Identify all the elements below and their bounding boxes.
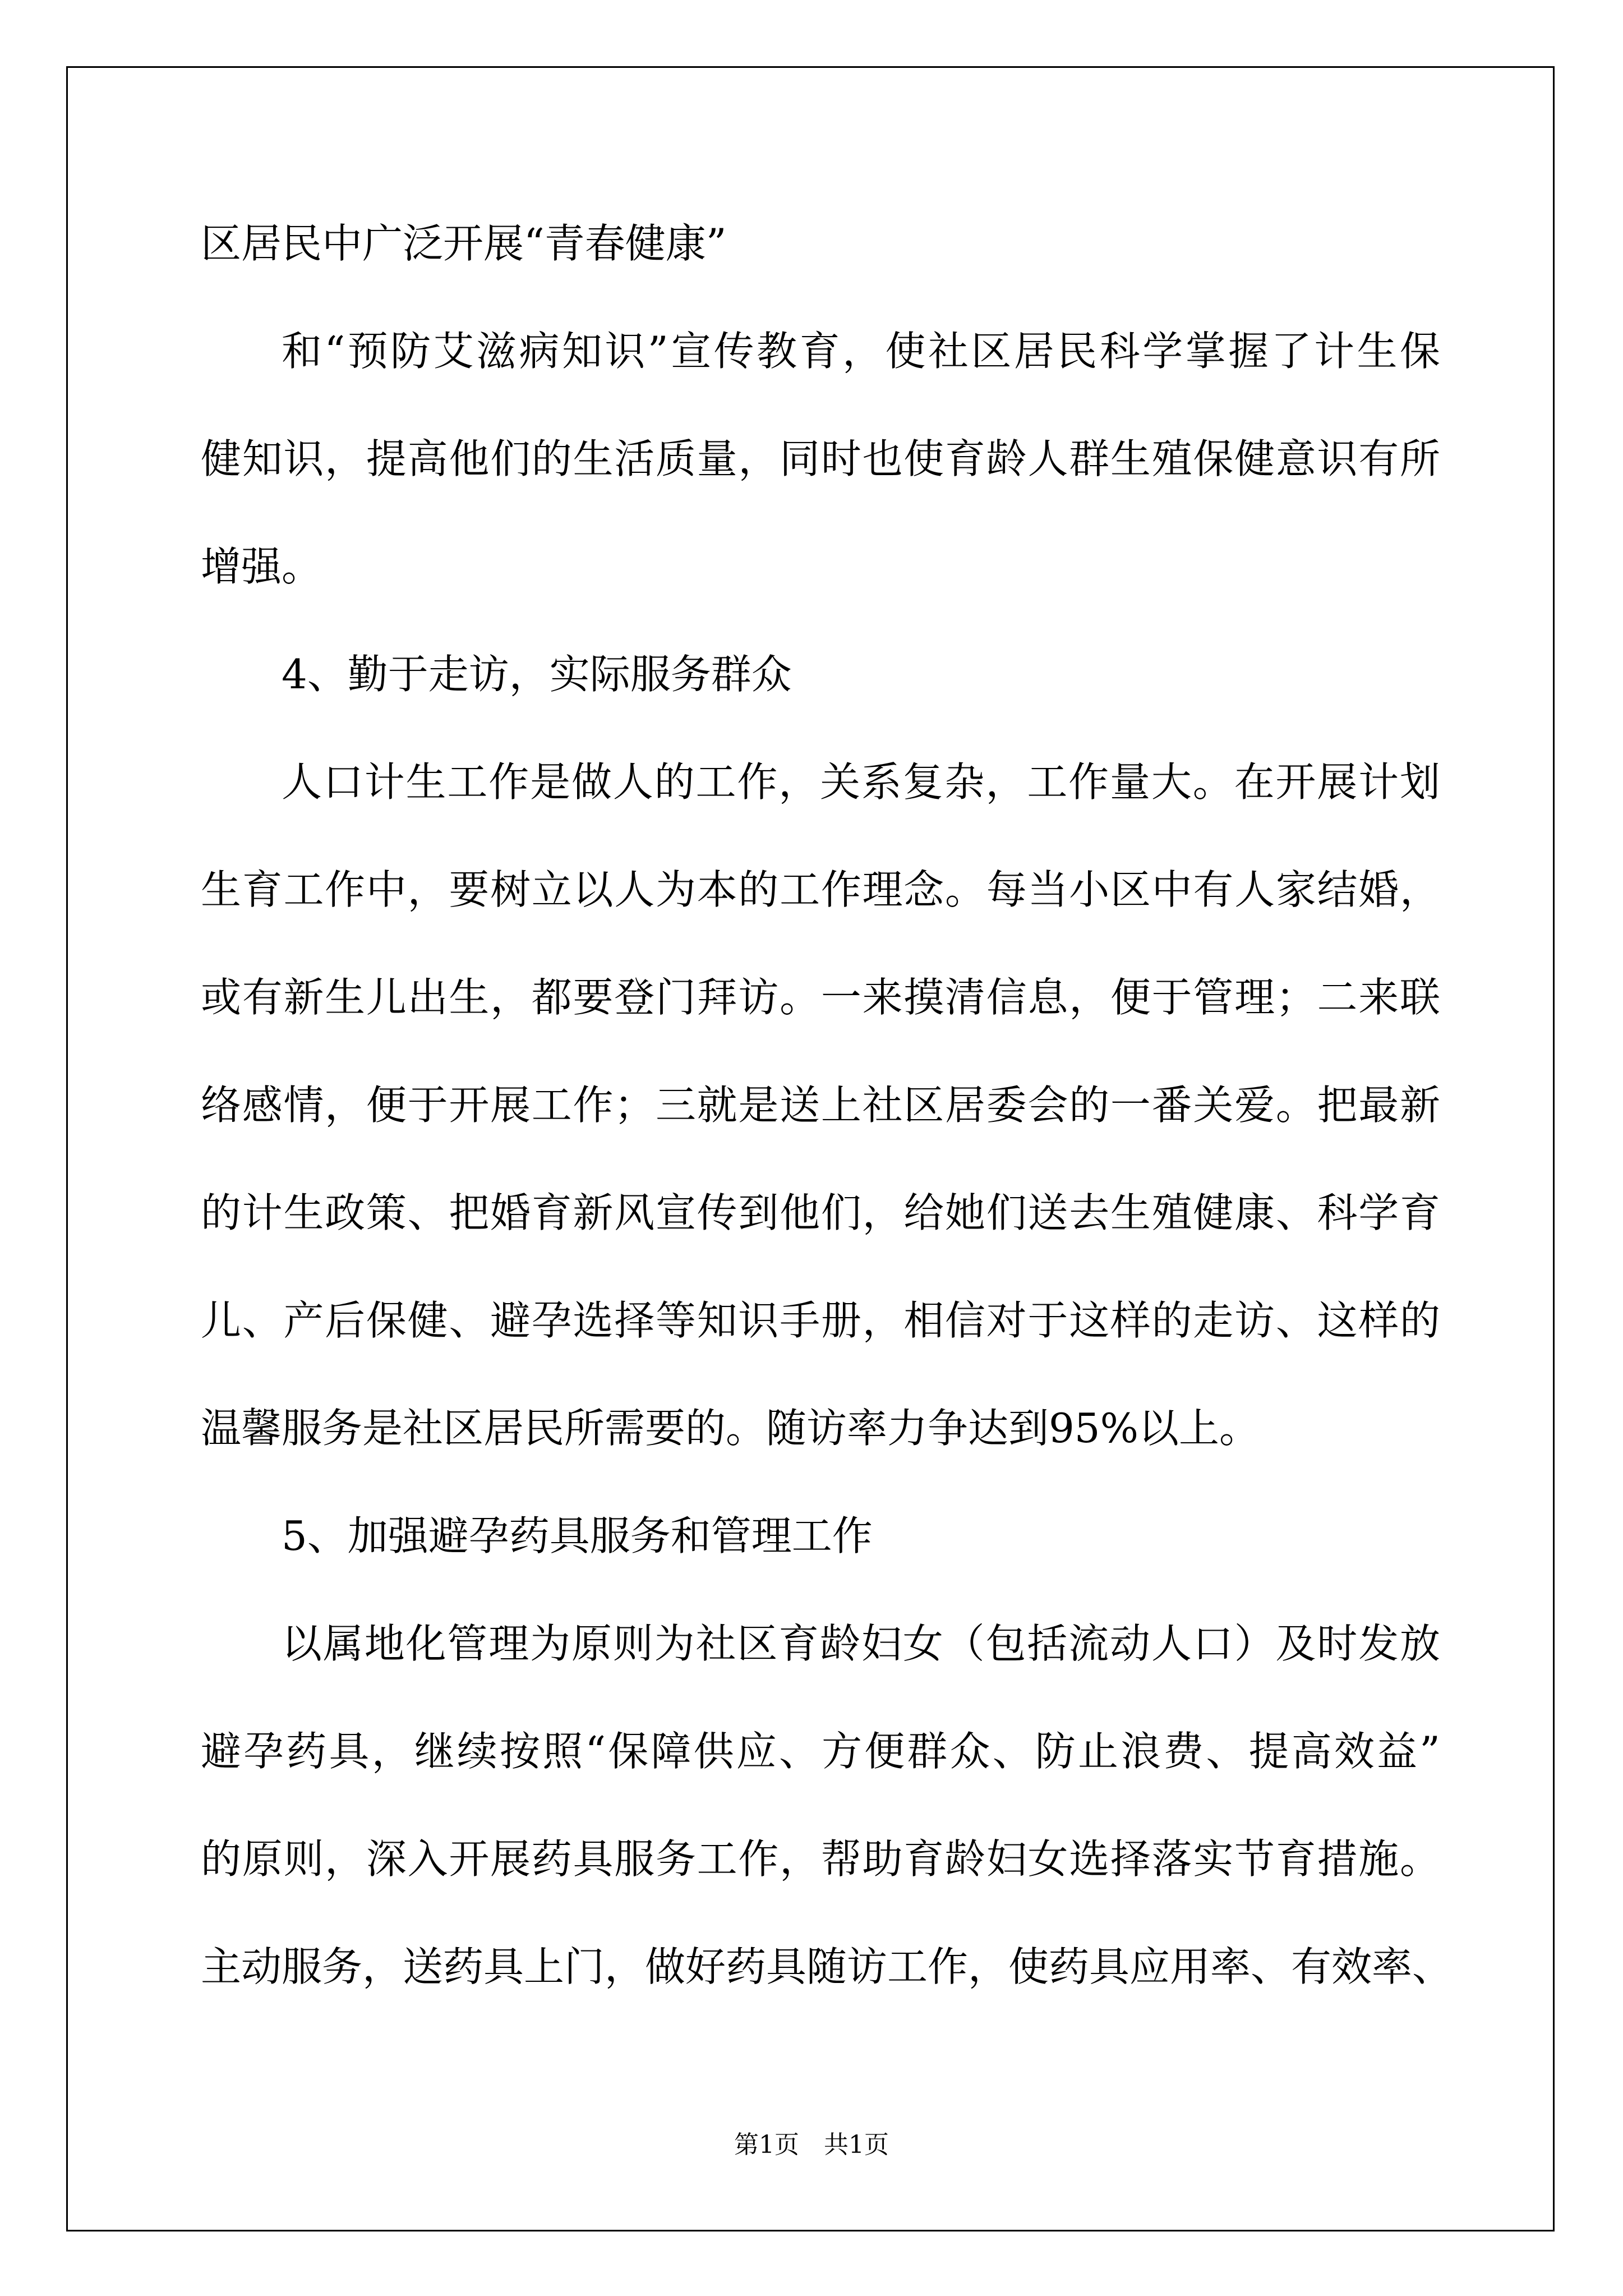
section-heading: 4、勤于走访，实际服务群众 [282, 651, 792, 698]
text-line: 的原则，深入开展药具服务工作，帮助育龄妇女选择落实节育措施。 [201, 1835, 1440, 1883]
text-line: 健知识，提高他们的生活质量，同时也使育龄人群生殖保健意识有所 [201, 435, 1440, 482]
text-line: 区居民中广泛开展“青春健康” [201, 220, 727, 267]
text-line: 的计生政策、把婚育新风宣传到他们，给她们送去生殖健康、科学育 [201, 1189, 1440, 1236]
text-line: 生育工作中，要树立以人为本的工作理念。每当小区中有人家结婚， [201, 866, 1440, 913]
text-line: 儿、产后保健、避孕选择等知识手册，相信对于这样的走访、这样的 [201, 1297, 1440, 1344]
text-line: 和“预防艾滋病知识”宣传教育，使社区居民科学掌握了计生保 [282, 328, 1440, 375]
section-heading: 5、加强避孕药具服务和管理工作 [282, 1512, 873, 1559]
text-line: 增强。 [201, 543, 322, 590]
text-line: 人口计生工作是做人的工作，关系复杂，工作量大。在开展计划 [282, 758, 1440, 806]
page-border [66, 66, 1555, 2231]
text-line: 或有新生儿出生，都要登门拜访。一来摸清信息，便于管理；二来联 [201, 974, 1440, 1021]
text-line: 避孕药具，继续按照“保障供应、方便群众、防止浪费、提高效益” [201, 1728, 1440, 1775]
text-line: 络感情，便于开展工作；三就是送上社区居委会的一番关爱。把最新 [201, 1082, 1440, 1129]
page-footer: 第1页 共1页 [734, 2131, 889, 2159]
text-line: 温馨服务是社区居民所需要的。随访率力争达到95%以上。 [201, 1405, 1260, 1452]
text-line: 主动服务，送药具上门，做好药具随访工作，使药具应用率、有效率、 [201, 1943, 1453, 1990]
text-line: 以属地化管理为原则为社区育龄妇女（包括流动人口）及时发放 [282, 1620, 1440, 1667]
